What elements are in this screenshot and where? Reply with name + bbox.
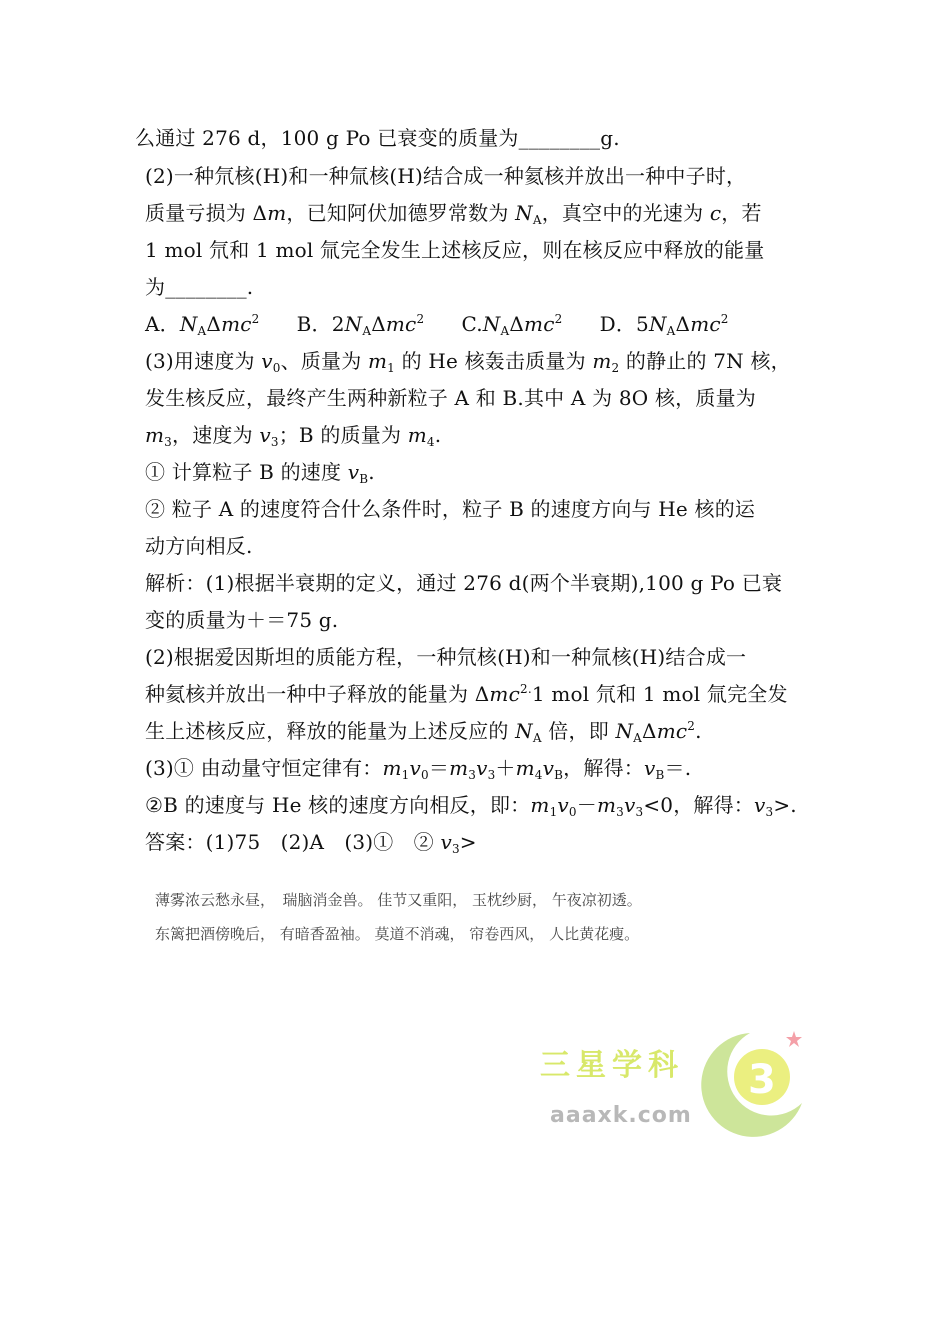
text-line: 生上述核反应，释放的能量为上述反应的 $N_A$ 倍，即 $N_A\Delta mc^2$. bbox=[145, 719, 702, 745]
watermark-moon-icon bbox=[690, 1025, 820, 1145]
text-line: 为________. bbox=[145, 275, 254, 299]
watermark-cn-text: 三星学科 bbox=[540, 1048, 684, 1083]
text-line: (3)用速度为 $v_0$、质量为 $m_1$ 的 He 核轰击质量为 $m_2$ 的静止的 7N 核， bbox=[145, 349, 791, 375]
text-line: (3)① 由动量守恒定律有：$m_1v_0=m_3v_3+m_4v_B$，解得：$v_B=$. bbox=[145, 756, 692, 782]
poem-line-1: 薄雾浓云愁永昼， 瑞脑消金兽。 佳节又重阳， 玉枕纱厨， 午夜凉初透。 bbox=[155, 891, 642, 909]
text-line: 动方向相反. bbox=[145, 534, 253, 558]
watermark-digit: 3 bbox=[748, 1057, 776, 1103]
answer-options bbox=[145, 306, 815, 342]
text-line: 么通过 276 d，100 g Po 已衰变的质量为________g. bbox=[135, 126, 620, 150]
option-a: A．$N_A\Delta mc^2$ bbox=[145, 312, 260, 338]
text-line: 1 mol 氘和 1 mol 氚完全发生上述核反应，则在核反应中释放的能量 bbox=[145, 238, 765, 262]
text-line: 质量亏损为 Δm，已知阿伏加德罗常数为 $N_A$，真空中的光速为 c，若 bbox=[145, 201, 762, 227]
option-b: B．$2N_A\Delta mc^2$ bbox=[296, 312, 425, 338]
text-line: ① 计算粒子 B 的速度 $v_B$. bbox=[145, 460, 375, 486]
poem-line-2: 东篱把酒傍晚后， 有暗香盈袖。 莫道不消魂， 帘卷西风， 人比黄花瘦。 bbox=[155, 925, 640, 943]
text-line: 解析：(1)根据半衰期的定义，通过 276 d(两个半衰期),100 g Po 已衰 bbox=[145, 571, 783, 595]
option-d: D．$5N_A\Delta mc^2$ bbox=[599, 312, 729, 338]
watermark-url-text: aaaxk.com bbox=[550, 1103, 692, 1128]
answer-line: 答案：(1)75 (2)A (3)① ② $v_3>$ bbox=[145, 830, 477, 856]
text-line: 发生核反应，最终产生两种新粒子 A 和 B.其中 A 为 8O 核，质量为 bbox=[145, 386, 756, 410]
text-line: (2)一种氘核(H)和一种氚核(H)结合成一种氦核并放出一种中子时， bbox=[145, 164, 747, 188]
text-line: 种氦核并放出一种中子释放的能量为 Δmc$^{2.}$1 mol 氘和 1 mol 氚完全发 bbox=[145, 682, 788, 706]
text-line: 变的质量为＋＝75 g. bbox=[145, 608, 339, 632]
watermark-logo bbox=[540, 1025, 820, 1145]
text-line: (2)根据爱因斯坦的质能方程，一种氘核(H)和一种氚核(H)结合成一 bbox=[145, 645, 747, 669]
option-c: $C.N_A\Delta mc^2$ bbox=[461, 312, 563, 338]
text-line: ②B 的速度与 He 核的速度方向相反，即：$m_1v_0-m_3v_3<0$，解得：$v_3>$. bbox=[145, 793, 797, 819]
text-line: $m_3$，速度为 $v_3$；B 的质量为 $m_4$. bbox=[145, 423, 442, 449]
text-line: ② 粒子 A 的速度符合什么条件时，粒子 B 的速度方向与 He 核的运 bbox=[145, 497, 756, 521]
